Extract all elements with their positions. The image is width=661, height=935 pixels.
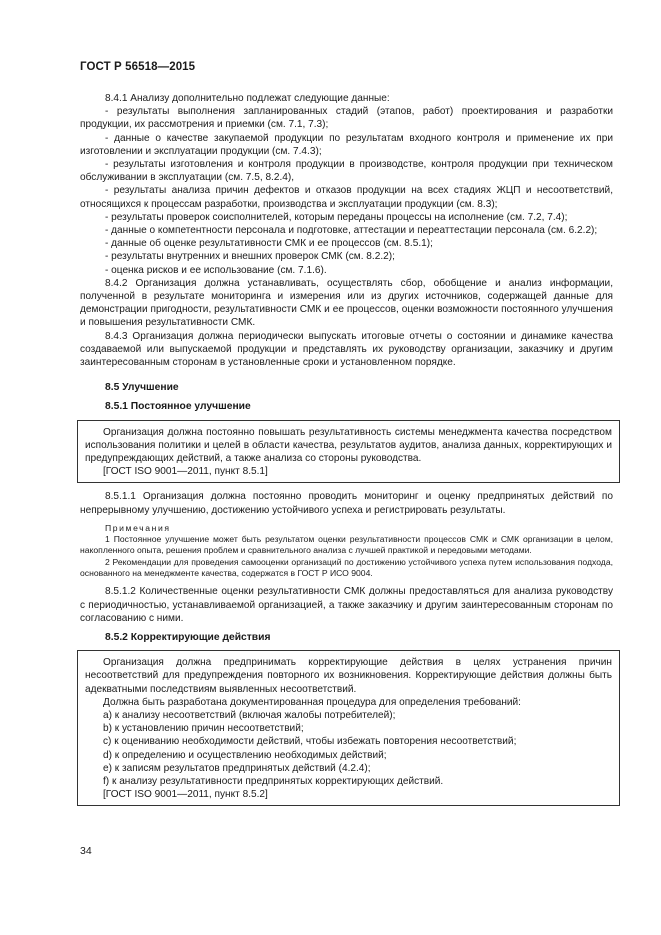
list-item: b) к установлению причин несоответствий; xyxy=(103,723,304,735)
list-item: c) к оцениванию необходимости действий, чтобы избежать повторения несоответствий; xyxy=(103,736,517,748)
note-item: 1 Постоянное улучшение может быть результатом оценки результативности процессов СМК и СМК организации в целом, накопленного опыта, решения проблем и сравнительного анализа с лучшей практикой и передовыми методами. xyxy=(80,534,613,556)
list-item: f) к анализу результативности предпринятых корректирующих действий. xyxy=(103,776,444,788)
list-item: - результаты проверок соисполнителей, которым переданы процессы на исполнение (см. 7.2, 7.4); xyxy=(105,211,568,223)
list-item: - данные о качестве закупаемой продукции по результатам входного контроля и применение их при изготовлении и эксплуатации продукции (см. 7.4.3); xyxy=(80,132,613,157)
document-header: ГОСТ Р 56518—2015 xyxy=(80,61,196,73)
list-item: - данные о компетентности персонала и подготовке, аттестации и переаттестации персонала (см. 6.2.2); xyxy=(105,225,598,237)
list-item: - результаты внутренних и внешних проверок СМК (см. 8.2.2); xyxy=(105,251,395,263)
list-item: a) к анализу несоответствий (включая жалобы потребителей); xyxy=(103,710,396,721)
document-body xyxy=(80,92,613,813)
page-number: 34 xyxy=(80,845,92,857)
quoted-requirement-text: Организация должна постоянно повышать результативность системы менеджмента качества посредством использования политики и целей в области качества, результатов аудитов, анализа данных, корректирующих и предупреждающих действий, а также анализа со стороны руководства. xyxy=(85,426,612,465)
quoted-requirement-ref: [ГОСТ ISO 9001—2011, пункт 8.5.1] xyxy=(103,466,268,478)
quoted-requirement-box xyxy=(77,650,620,806)
list-item: - результаты выполнения запланированных стадий (этапов, работ) проектирования и разработки продукции, их рассмотрения и приемки (см. 7.1, 7.3); xyxy=(80,106,613,131)
section-heading-8-5-1: 8.5.1 Постоянное улучшение xyxy=(105,401,251,413)
quoted-requirement-box xyxy=(77,420,620,484)
section-heading-8-5: 8.5 Улучшение xyxy=(105,382,179,394)
clause-8-4-1-intro: 8.4.1 Анализу дополнительно подлежат следующие данные: xyxy=(105,93,390,104)
clause-8-5-1-1: 8.5.1.1 Организация должна постоянно проводить мониторинг и оценку предпринятых действий по непрерывному улучшению, достижению устойчивого успеха и регистрировать результаты. xyxy=(80,491,613,516)
notes-title: Примечания xyxy=(105,522,171,533)
quoted-requirement-text: Должна быть разработана документированная процедура для определения требований: xyxy=(103,696,521,708)
quoted-requirement-text: Организация должна предпринимать корректирующие действия в целях устранения причин несоответствий для предупреждения повторного их возникновения. Корректирующие действия должны быть адекватными последствиям выявленных несоответствий. xyxy=(85,657,612,695)
list-item: - оценка рисков и ее использование (см. 7.1.6). xyxy=(105,264,327,276)
list-item: d) к определению и осуществлению необходимых действий; xyxy=(103,749,387,761)
list-item: e) к записям результатов предпринятых действий (4.2.4); xyxy=(103,762,371,774)
list-item: - результаты анализа причин дефектов и отказов продукции на всех стадиях ЖЦП и несоответствий, относящихся к процессам разработки, производства и эксплуатации продукции (см. 8.3); xyxy=(80,185,613,210)
list-item: - результаты изготовления и контроля продукции в производстве, контроля продукции при техническом обслуживании в эксплуатации (см. 7.5, 8.2.4), xyxy=(80,159,613,184)
clause-8-5-1-2: 8.5.1.2 Количественные оценки результативности СМК должны предоставляться для анализа руководству с периодичностью, устанавливаемой организацией, а также заказчику и другим заинтересованным сторонам по согласованию с ними. xyxy=(80,586,613,624)
list-item: - данные об оценке результативности СМК и ее процессов (см. 8.5.1); xyxy=(105,238,433,250)
clause-8-4-2: 8.4.2 Организация должна устанавливать, осуществлять сбор, обобщение и анализ информации, полученной в результате мониторинга и измерения или из других источников, содержащей данные для демонстрации пригодности, результативности СМК и ее процессов, оценки возможности постоянного улучшения и повышения результативности СМК. xyxy=(80,277,613,329)
section-heading-8-5-2: 8.5.2 Корректирующие действия xyxy=(105,631,271,643)
note-item: 2 Рекомендации для проведения самооценки организаций по достижению устойчивого успеха путем использования подхода, основанного на менеджменте качества, содержатся в ГОСТ Р ИСО 9004. xyxy=(80,556,613,579)
clause-8-4-3: 8.4.3 Организация должна периодически выпускать итоговые отчеты о состоянии и динамике качества создаваемой или выпускаемой продукции и представлять их руководству организации, заказчику и другим заинтересованным сторонам в установленные сроки и установленном порядке. xyxy=(80,330,613,369)
notes-block xyxy=(80,523,613,579)
quoted-requirement-ref: [ГОСТ ISO 9001—2011, пункт 8.5.2] xyxy=(103,789,268,801)
